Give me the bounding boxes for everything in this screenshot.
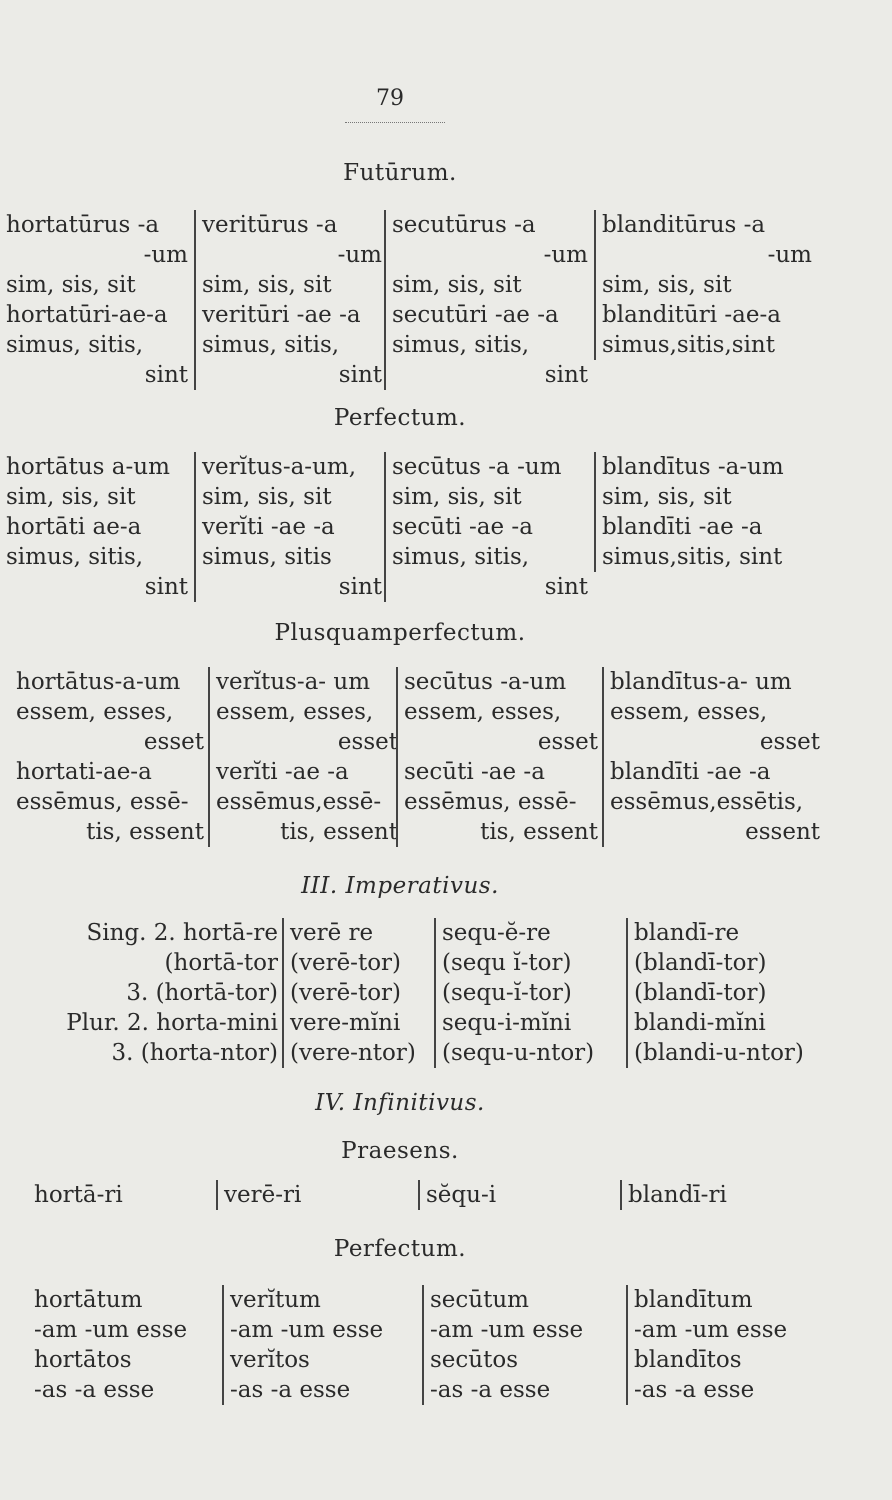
cell: -am -um esse <box>430 1317 584 1343</box>
cell: vere-mĭni <box>290 1010 401 1036</box>
cell: -um <box>337 242 382 268</box>
cell: (sequ-u-ntor) <box>442 1040 595 1066</box>
heading-perfectum: Perfectum. <box>333 405 467 431</box>
cell: simus,sitis,sint <box>602 332 775 358</box>
divider <box>345 122 445 123</box>
cell: simus,sitis, sint <box>602 544 783 570</box>
cell: sim, sis, sit <box>6 484 136 510</box>
cell: secūti -ae -a <box>404 759 545 785</box>
cell: (blandī-tor) <box>634 950 767 976</box>
cell: verĭtus-a-um, <box>202 454 357 480</box>
praesens-cell: verē-ri <box>216 1180 394 1210</box>
cell: verē re <box>290 920 374 946</box>
cell: sim, sis, sit <box>202 484 332 510</box>
cell: hortatūrus -a <box>6 212 160 238</box>
cell: essem, esses, <box>16 699 174 725</box>
cell: hortātus-a-um <box>16 669 181 695</box>
cell: sint <box>544 574 588 600</box>
cell: sequ-i-mĭni <box>442 1010 572 1036</box>
cell: esset <box>537 729 598 755</box>
cell: 3. (horta-ntor) <box>111 1040 278 1066</box>
cell: blandīti -ae -a <box>602 514 763 540</box>
heading-imperativus: III. Imperativus. <box>301 873 499 899</box>
cell: blandītos <box>634 1347 742 1373</box>
cell: secūtus -a-um <box>404 669 567 695</box>
column-2 <box>208 667 398 847</box>
cell: Sing. 2. hortā-re <box>86 920 278 946</box>
cell: sim, sis, sit <box>6 272 136 298</box>
cell: blandīti -ae -a <box>610 759 771 785</box>
cell: sint <box>338 574 382 600</box>
cell: -um <box>543 242 588 268</box>
cell: hortātum <box>34 1287 143 1313</box>
cell: -as -a esse <box>634 1377 755 1403</box>
heading-infinitivus: IV. Infinitivus. <box>315 1090 485 1116</box>
cell: esset <box>759 729 820 755</box>
cell: -as -a esse <box>34 1377 155 1403</box>
cell: -as -a esse <box>230 1377 351 1403</box>
cell: tis, essent <box>280 819 398 845</box>
cell: simus, sitis, <box>392 544 530 570</box>
cell: verĭti -ae -a <box>202 514 335 540</box>
cell: verĭtum <box>230 1287 321 1313</box>
cell: simus, sitis, <box>6 544 144 570</box>
cell: essēmus, essē- <box>404 789 577 815</box>
column-1 <box>6 210 188 390</box>
cell: tis, essent <box>480 819 598 845</box>
cell: verĭtus-a- um <box>216 669 371 695</box>
cell: (blandi-u-ntor) <box>634 1040 804 1066</box>
heading-perfectum-inf: Perfectum. <box>333 1236 467 1262</box>
cell: essem, esses, <box>610 699 768 725</box>
cell: secūtos <box>430 1347 519 1373</box>
cell: 3. (hortā-tor) <box>126 980 278 1006</box>
cell: essem, esses, <box>216 699 374 725</box>
cell: -um <box>143 242 188 268</box>
cell: secūtum <box>430 1287 529 1313</box>
cell: sim, sis, sit <box>202 272 332 298</box>
cell: sim, sis, sit <box>392 484 522 510</box>
column-4 <box>594 452 812 572</box>
cell: verĭtos <box>230 1347 310 1373</box>
cell: (hortā-tor <box>164 950 278 976</box>
column-2 <box>434 918 624 1068</box>
cell: simus, sitis, <box>392 332 530 358</box>
column-2 <box>194 210 382 390</box>
cell: blandītus-a- um <box>610 669 792 695</box>
cell: (blandī-tor) <box>634 980 767 1006</box>
column-2 <box>222 1285 420 1405</box>
heading-plusquamperfectum: Plusquamperfectum. <box>274 620 526 646</box>
cell: essēmus,essētis, <box>610 789 804 815</box>
cell: simus, sitis, <box>6 332 144 358</box>
cell: verĭti -ae -a <box>216 759 349 785</box>
cell: blandītum <box>634 1287 753 1313</box>
column-3 <box>626 918 834 1068</box>
praesens-cell: sĕqu-i <box>418 1180 596 1210</box>
imperativus-labels <box>10 918 278 1068</box>
cell: Plur. 2. horta-mini <box>66 1010 278 1036</box>
cell: veritūri -ae -a <box>202 302 361 328</box>
cell: essēmus, essē- <box>16 789 189 815</box>
cell: secutūrus -a <box>392 212 536 238</box>
cell: sim, sis, sit <box>602 484 732 510</box>
cell: (vere-ntor) <box>290 1040 416 1066</box>
cell: tis, essent <box>86 819 204 845</box>
cell: blandi-mĭni <box>634 1010 766 1036</box>
cell: secūti -ae -a <box>392 514 533 540</box>
cell: sint <box>144 574 188 600</box>
cell: essem, esses, <box>404 699 562 725</box>
cell: essent <box>745 819 820 845</box>
cell: veritūrus -a <box>202 212 338 238</box>
cell: sequ-ĕ-re <box>442 920 551 946</box>
cell: -am -um esse <box>634 1317 788 1343</box>
cell: hortātos <box>34 1347 132 1373</box>
cell: (verē-tor) <box>290 950 402 976</box>
column-1 <box>34 1285 214 1405</box>
column-1 <box>6 452 188 602</box>
column-3 <box>384 452 588 602</box>
cell: sim, sis, sit <box>602 272 732 298</box>
cell: -am -um esse <box>34 1317 188 1343</box>
column-3 <box>396 667 598 847</box>
cell: (sequ ĭ-tor) <box>442 950 572 976</box>
column-2 <box>194 452 382 602</box>
cell: hortatūri-ae-a <box>6 302 168 328</box>
cell: esset <box>337 729 398 755</box>
column-3 <box>384 210 588 390</box>
cell: sint <box>338 362 382 388</box>
praesens-cell: blandī-ri <box>620 1180 798 1210</box>
cell: blandītus -a-um <box>602 454 784 480</box>
cell: hortātus a-um <box>6 454 170 480</box>
heading-praesens: Praesens. <box>341 1138 459 1164</box>
cell: sint <box>544 362 588 388</box>
cell: (verē-tor) <box>290 980 402 1006</box>
cell: essēmus,essē- <box>216 789 382 815</box>
cell: blandī-re <box>634 920 740 946</box>
column-4 <box>602 667 820 847</box>
cell: simus, sitis <box>202 544 332 570</box>
praesens-cell: hortā-ri <box>34 1182 123 1208</box>
cell: -um <box>767 242 812 268</box>
page-number: 79 <box>376 86 404 111</box>
column-4 <box>626 1285 834 1405</box>
cell: simus, sitis, <box>202 332 340 358</box>
column-1 <box>16 667 204 847</box>
cell: -as -a esse <box>430 1377 551 1403</box>
column-4 <box>594 210 812 360</box>
cell: esset <box>143 729 204 755</box>
cell: blanditūrus -a <box>602 212 766 238</box>
cell: hortāti ae-a <box>6 514 142 540</box>
cell: hortati-ae-a <box>16 759 152 785</box>
column-1 <box>282 918 432 1068</box>
column-3 <box>422 1285 626 1405</box>
cell: secūtus -a -um <box>392 454 562 480</box>
cell: secutūri -ae -a <box>392 302 559 328</box>
cell: sim, sis, sit <box>392 272 522 298</box>
cell: sint <box>144 362 188 388</box>
cell: -am -um esse <box>230 1317 384 1343</box>
heading-futurum: Futūrum. <box>343 160 457 186</box>
cell: (sequ-ĭ-tor) <box>442 980 572 1006</box>
cell: blanditūri -ae-a <box>602 302 781 328</box>
